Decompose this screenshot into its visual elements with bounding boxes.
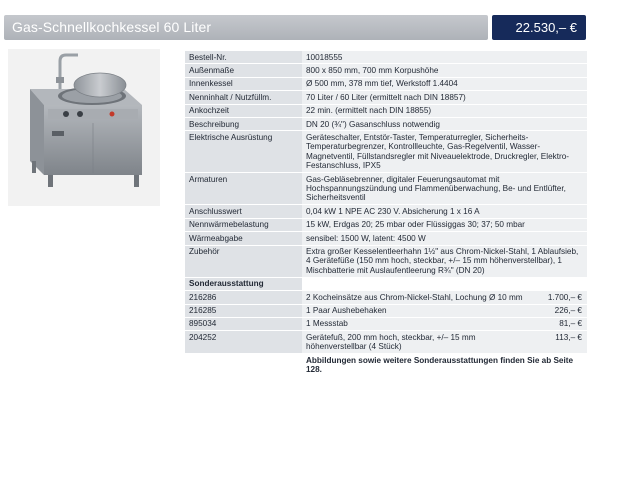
spec-label: Nennwärmebelastung bbox=[185, 218, 302, 231]
product-title-bar bbox=[4, 15, 488, 40]
spec-row bbox=[185, 64, 587, 77]
spec-row bbox=[185, 205, 587, 218]
spec-value: 15 kW, Erdgas 20; 25 mbar oder Flüssiggas 30; 37; 50 mbar bbox=[302, 218, 587, 231]
spec-value: Extra großer Kesselentleerhahn 1½" aus Chrom-Nickel-Stahl, 1 Ablaufsieb, 4 Gerätefüße (150 mm hoch, steckbar, +/– 15 mm höhenverstellbar), 1 Mischbatterie mit Auslaufentleerung R¾" (DN 20) bbox=[302, 245, 587, 277]
accessory-price: 226,– € bbox=[536, 304, 587, 317]
spec-label: Wärmeabgabe bbox=[185, 232, 302, 245]
spec-label: Innenkessel bbox=[185, 77, 302, 90]
accessory-number: 204252 bbox=[185, 331, 302, 354]
accessory-description: Gerätefuß, 200 mm hoch, steckbar, +/– 15 mm höhenverstellbar (4 Stück) bbox=[302, 331, 536, 354]
accessory-row bbox=[185, 317, 587, 330]
product-title: Gas-Schnellkochkessel 60 Liter bbox=[12, 19, 212, 35]
spec-label: Ankochzeit bbox=[185, 104, 302, 117]
spec-row bbox=[185, 118, 587, 131]
section-title: Sonderausstattung bbox=[185, 277, 302, 290]
spec-value: Gas-Gebläsebrenner, digitaler Feuerungsautomat mit Hochspannungszündung und Flammenüberwachung, Be- und Entlüfter, Sicherheitsventil bbox=[302, 173, 587, 205]
spec-value: 22 min. (ermittelt nach DIN 18855) bbox=[302, 104, 587, 117]
accessory-description: 1 Paar Aushebehaken bbox=[302, 304, 536, 317]
spec-value: Geräteschalter, Entstör-Taster, Temperaturregler, Sicherheits-Temperaturbegrenzer, Kontrollleuchte, Gas-Regelventil, Wasser-Magnetventil, Füllstandsregler mit Niveauelektrode, Druckregler, Elektro-Festanschluss, IPX5 bbox=[302, 131, 587, 173]
section-header bbox=[185, 277, 587, 290]
spec-row bbox=[185, 173, 587, 205]
accessory-price: 1.700,– € bbox=[536, 291, 587, 304]
spec-row bbox=[185, 51, 587, 64]
spec-label: Nenninhalt / Nutzfüllm. bbox=[185, 91, 302, 104]
accessory-row bbox=[185, 304, 587, 317]
spec-value: 800 x 850 mm, 700 mm Korpushöhe bbox=[302, 64, 587, 77]
spec-row bbox=[185, 131, 587, 173]
accessory-number: 216286 bbox=[185, 291, 302, 304]
note-spacer bbox=[185, 354, 302, 377]
spec-value: 0,04 kW 1 NPE AC 230 V. Absicherung 1 x 16 A bbox=[302, 205, 587, 218]
spec-value: Ø 500 mm, 378 mm tief, Werkstoff 1.4404 bbox=[302, 77, 587, 90]
spec-row bbox=[185, 232, 587, 245]
accessory-row bbox=[185, 291, 587, 304]
spec-label: Beschreibung bbox=[185, 118, 302, 131]
spec-label: Zubehör bbox=[185, 245, 302, 277]
accessory-price: 81,– € bbox=[536, 317, 587, 330]
spec-row bbox=[185, 245, 587, 277]
spec-label: Anschlusswert bbox=[185, 205, 302, 218]
spec-row bbox=[185, 77, 587, 90]
spec-label: Elektrische Ausrüstung bbox=[185, 131, 302, 173]
spec-label: Armaturen bbox=[185, 173, 302, 205]
spec-value: 70 Liter / 60 Liter (ermittelt nach DIN 18857) bbox=[302, 91, 587, 104]
spec-row bbox=[185, 104, 587, 117]
spec-label: Bestell-Nr. bbox=[185, 51, 302, 64]
reference-note: Abbildungen sowie weitere Sonderausstattungen finden Sie ab Seite 128. bbox=[302, 354, 587, 377]
accessory-price: 113,– € bbox=[536, 331, 587, 354]
spec-table bbox=[185, 51, 587, 377]
spec-value: sensibel: 1500 W, latent: 4500 W bbox=[302, 232, 587, 245]
price-badge bbox=[492, 15, 586, 40]
kettle-illustration bbox=[8, 49, 160, 206]
accessory-number: 895034 bbox=[185, 317, 302, 330]
accessory-number: 216285 bbox=[185, 304, 302, 317]
section-header-spacer bbox=[302, 277, 587, 290]
accessory-row bbox=[185, 331, 587, 354]
spec-value: DN 20 (¾") Gasanschluss notwendig bbox=[302, 118, 587, 131]
accessory-description: 1 Messstab bbox=[302, 317, 536, 330]
accessory-description: 2 Kocheinsätze aus Chrom-Nickel-Stahl, Lochung Ø 10 mm bbox=[302, 291, 536, 304]
spec-row bbox=[185, 218, 587, 231]
product-price: 22.530,– € bbox=[515, 20, 577, 35]
spec-label: Außenmaße bbox=[185, 64, 302, 77]
product-image bbox=[8, 49, 160, 206]
spec-value: 10018555 bbox=[302, 51, 587, 64]
note-row bbox=[185, 354, 587, 377]
spec-row bbox=[185, 91, 587, 104]
